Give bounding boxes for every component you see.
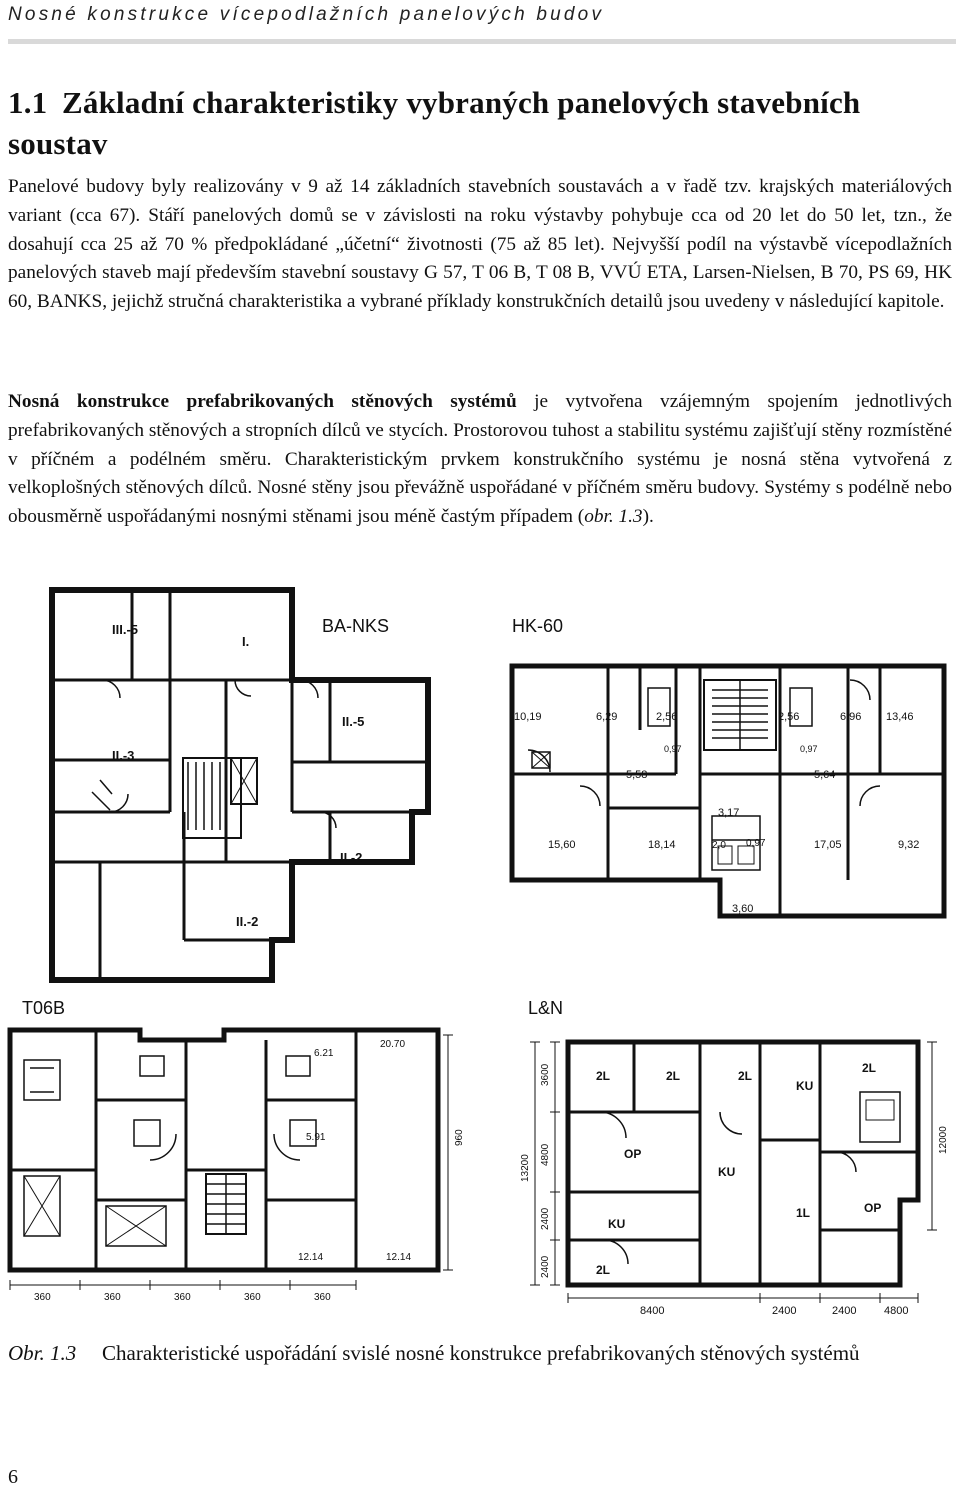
ln-dim-left: 3600	[540, 1063, 551, 1086]
hk60-room: 0,97	[664, 744, 682, 754]
ln-room: OP	[864, 1201, 882, 1215]
t06b-room: 20.70	[380, 1039, 406, 1050]
hk60-room: 6,29	[596, 711, 618, 723]
header-rule	[8, 39, 956, 44]
ln-room: KU	[796, 1079, 814, 1093]
running-head: Nosné konstrukce vícepodlažních panelových budov	[8, 4, 605, 25]
caption-label: Obr. 1.3	[8, 1341, 77, 1365]
ln-dim-bottom: 8400	[640, 1305, 665, 1317]
ln-room: OP	[624, 1147, 642, 1161]
t06b-room: 12.14	[386, 1252, 412, 1263]
ln-room: 2L	[666, 1069, 681, 1083]
plan-hk60-label: HK-60	[512, 616, 564, 636]
hk60-room: 5,64	[814, 769, 836, 781]
hk60-room: 2,56	[656, 711, 678, 723]
hk60-room: 13,46	[886, 711, 914, 723]
banks-room: II.-2	[236, 914, 259, 929]
t06b-dim-side: 960	[454, 1129, 465, 1146]
banks-room: II.-3	[112, 748, 135, 763]
section-heading	[8, 82, 948, 164]
ln-dim-left: 2400	[540, 1255, 551, 1278]
ln-room: 2L	[596, 1263, 611, 1277]
t06b-room: 5.91	[306, 1132, 326, 1143]
hk60-room: 3,17	[718, 807, 740, 819]
paragraph-2	[8, 388, 952, 532]
banks-room: II.-2	[340, 850, 363, 865]
ln-room: 1L	[796, 1206, 811, 1220]
banks-room: III.-5	[112, 622, 139, 637]
hk60-room: 5,58	[626, 769, 648, 781]
paragraph-2-tail: ).	[642, 506, 654, 528]
figure-reference: obr. 1.3	[584, 506, 643, 528]
ln-room: 2L	[596, 1069, 611, 1083]
section-title: Základní charakteristiky vybraných panelových stavebních soustav	[8, 85, 861, 161]
hk60-room: 0,97	[746, 838, 766, 849]
t06b-dim: 360	[174, 1292, 191, 1303]
ln-room: KU	[608, 1217, 626, 1231]
hk60-room: 18,14	[648, 839, 676, 851]
t06b-dim: 360	[104, 1292, 121, 1303]
hk60-room: 17,05	[814, 839, 842, 851]
ln-dim-right: 12000	[938, 1126, 949, 1154]
section-number: 1.1	[8, 85, 48, 120]
hk60-room: 0,97	[800, 744, 818, 754]
ln-dim-bottom: 2400	[772, 1305, 797, 1317]
hk60-room: 2,56	[778, 711, 800, 723]
ln-room: KU	[718, 1165, 736, 1179]
paragraph-2-text: je vytvořena vzájemným spojením jednotlivých prefabrikovaných stěnových a stropních dílců ve stycích. Prostorovou tuhost a stabilitu systému zajišťují stěny rozmístěné v příčném a podélném směru. Charakteristickým prvkem konstrukčního systému je nosná stěna vytvořená z velkoplošných stěnových dílců. Nosné stěny jsou převážně uspořádané v příčném směru budovy. Systémy s podélně nebo obousměrně uspořádanými nosnými stěnami jsou méně častým případem (	[8, 391, 952, 528]
banks-room: II.-5	[342, 714, 365, 729]
hk60-room: 10,19	[514, 711, 542, 723]
page-number: 6	[8, 1466, 18, 1488]
plan-t06b-label: T06B	[22, 998, 66, 1018]
t06b-dim: 360	[34, 1292, 51, 1303]
paragraph-1: Panelové budovy byly realizovány v 9 až 14 základních stavebních soustavách a v řadě tzv. krajských materiálových variant (cca 67). Stáří panelových domů se v závislosti na roku výstavby pohybuje cca od 20 let do 50 let, tzn., že dosahují cca 25 až 70 % předpokládané „účetní“ životnosti (75 až 85 let). Nejvyšší podíl na výstavbě vícepodlažních panelových staveb mají především stavební soustavy G 57, T 06 B, T 08 B, VVÚ ETA, Larsen-Nielsen, B 70, PS 69, HK 60, BANKS, jejichž stručná charakteristika a vybrané příklady konstrukčních detailů jsou uvedeny v následující kapitole.	[8, 176, 952, 313]
ln-dim-left-total: 13200	[520, 1154, 531, 1182]
ln-room: 2L	[862, 1061, 877, 1075]
banks-room: I.	[242, 634, 250, 649]
t06b-room: 6.21	[314, 1048, 334, 1059]
plan-ln-label: L&N	[528, 998, 564, 1018]
hk60-room: 15,60	[548, 839, 576, 851]
ln-dim-bottom: 2400	[832, 1305, 857, 1317]
hk60-room: 6,96	[840, 711, 862, 723]
hk60-room: 9,32	[898, 839, 920, 851]
t06b-room: 12.14	[298, 1252, 324, 1263]
plan-t06b	[10, 1030, 453, 1290]
plan-hk60	[512, 666, 944, 916]
caption-text: Charakteristické uspořádání svislé nosné konstrukce prefabrikovaných stěnových systémů	[102, 1341, 860, 1365]
paragraph-2-bold-lead: Nosná konstrukce prefabrikovaných stěnových systémů	[8, 391, 517, 412]
t06b-dim: 360	[244, 1292, 261, 1303]
hk60-room: 3,60	[732, 903, 754, 915]
ln-room: 2L	[738, 1069, 753, 1083]
ln-dim-left: 4800	[540, 1143, 551, 1166]
ln-dim-bottom: 4800	[884, 1305, 909, 1317]
hk60-room: 2,0	[712, 840, 726, 851]
plan-banks-label: BA-NKS	[322, 616, 390, 636]
floor-plans-figure	[0, 580, 960, 1330]
ln-dim-left: 2400	[540, 1207, 551, 1230]
t06b-dim: 360	[314, 1292, 331, 1303]
